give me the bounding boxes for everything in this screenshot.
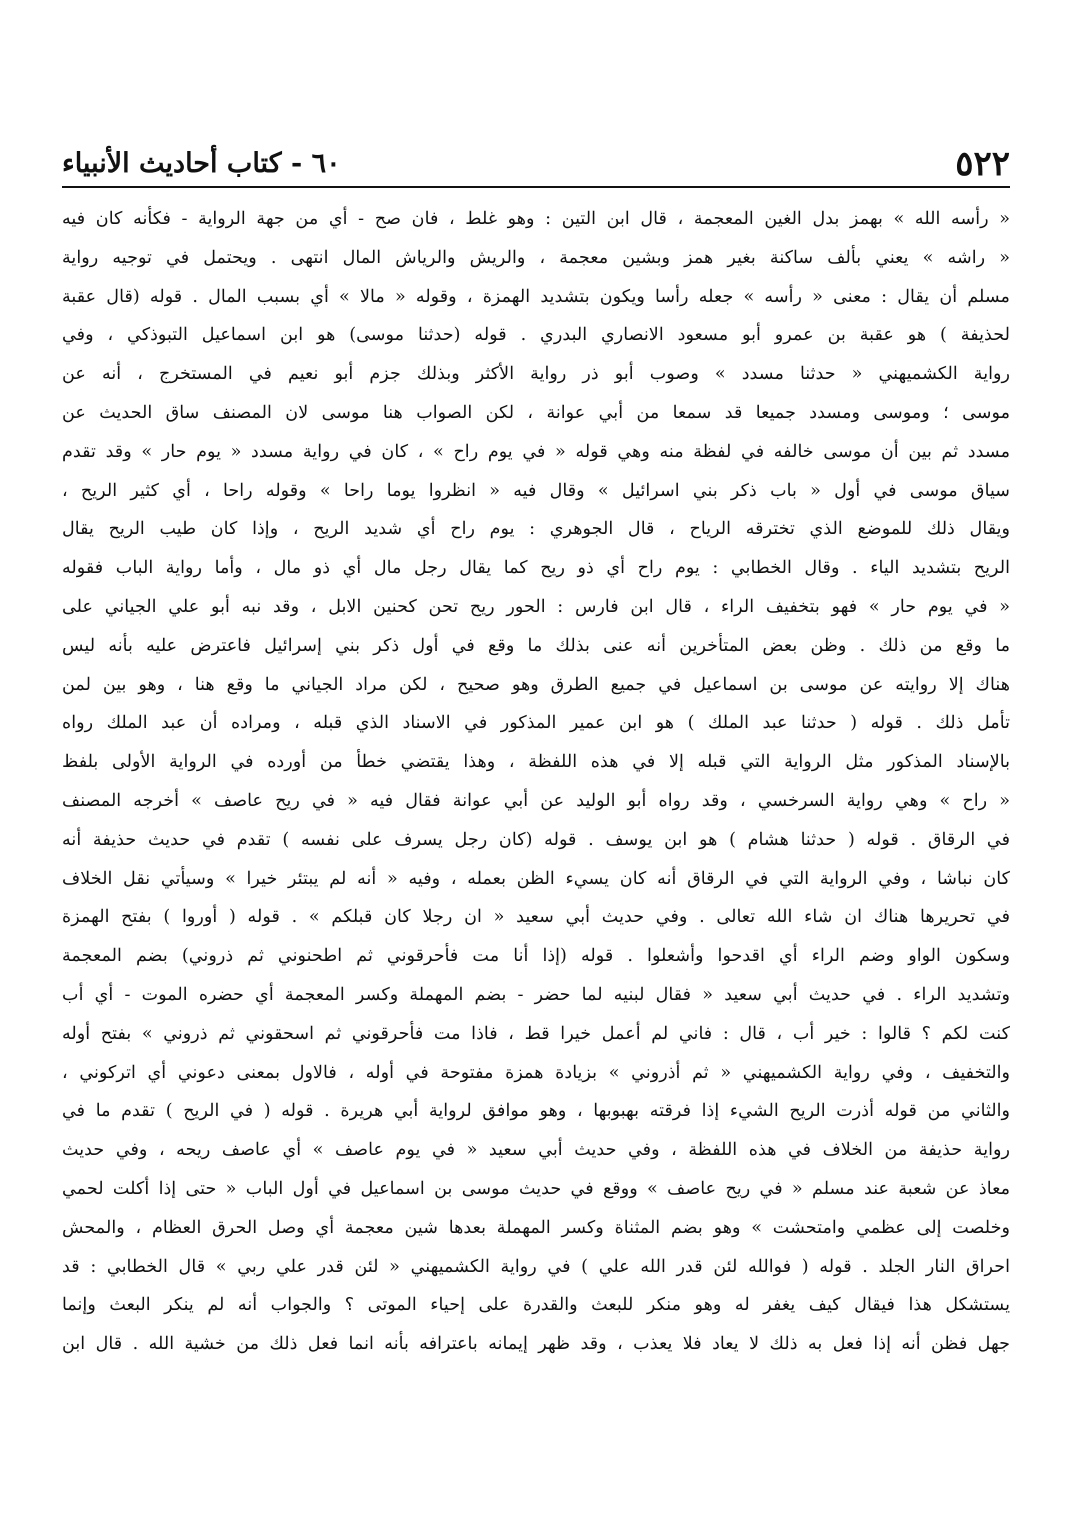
text-line: في الرقاق . قوله ( حدثنا هشام ) هو ابن يوسف . قوله (كان رجل يسرف على نفسه ) تقدم في حديث حذيفة أنه <box>62 829 1010 850</box>
commentary-text <box>62 200 1010 1364</box>
text-line: مسدد ثم بين أن موسى خالفه في لفظة منه وهي قوله « في يوم راح » ، كان في رواية مسدد « يوم حار » وقد تقدم <box>62 441 1010 462</box>
page-header <box>62 138 1010 184</box>
text-line: وخلصت إلى عظمي وامتحشت » وهو بضم المثناة وكسر المهملة بعدها شين معجمة أي وصل الحرق العظام ، والمحش <box>62 1217 1010 1238</box>
text-line: رواية حذيفة من الخلاف في هذه اللفظة ، وفي حديث أبي سعيد « في يوم عاصف » أي عاصف ريحه ، وفي حديث <box>62 1140 1010 1161</box>
text-line: لحذيفة ) هو عقبة بن عمرو أبو مسعود الانصاري البدري . قوله (حدثنا موسى) هو ابن اسماعيل التبوذكي ، وفي <box>62 325 1010 346</box>
text-line: موسى ؛ وموسى ومسدد جميعا قد سمعا من أبي عوانة ، لكن الصواب هنا موسى لان المصنف ساق الحديث عن <box>62 402 1010 423</box>
text-line: كان نباشا ، وفي الرواية التي في الرقاق أنه كان يسيء الظن بعمله ، وفيه « أنه لم يبتئر خيرا » وسيأتي نقل الخلاف <box>62 868 1010 889</box>
text-line: وتشديد الراء . في حديث أبي سعيد « فقال لبنيه لما حضر - بضم المهملة وكسر المعجمة أي حضره الموت - أي أب <box>62 984 1010 1005</box>
text-line: وسكون الواو وضم الراء أي اقدحوا وأشعلوا . قوله (إذا أنا مت فأحرقوني ثم اطحنوني ثم ذروني) بضم المعجمة <box>62 946 1010 967</box>
text-line: رواية الكشميهني « حدثنا مسدد » وصوب أبو ذر رواية الأكثر وبذلك جزم أبو نعيم في المستخرج ، أنه عن <box>62 364 1010 385</box>
text-line: « رأسه الله » بهمز بدل الغين المعجمة ، قال ابن التين : وهو غلط ، فان صح - أي من جهة الرواية - فكأنه كان فيه <box>62 209 1010 229</box>
text-line: يستشكل هذا فيقال كيف يغفر له وهو منكر للبعث والقدرة على إحياء الموتى ؟ والجواب أنه لم ينكر البعث وإنما <box>62 1295 1010 1316</box>
text-line: سياق موسى في أول « باب ذكر بني اسرائيل » وقال فيه « انظروا يوما راحا » وقوله راحا ، أي كثير الريح ، <box>62 480 1010 501</box>
text-line: تأمل ذلك . قوله ( حدثنا عبد الملك ) هو ابن عمير المذكور في الاسناد الذي قبله ، ومراده أن عبد الملك رواه <box>62 713 1010 734</box>
header-rule <box>62 186 1010 188</box>
text-line: والتخفيف ، وفي رواية الكشميهني « ثم أذروني » بزيادة همزة مفتوحة في أوله ، فالاول بمعنى دعوني أي اتركوني ، <box>62 1062 1010 1083</box>
text-line: ما وقع من ذلك . وظن بعض المتأخرين أنه عنى بذلك ما وقع في أول ذكر بني إسرائيل فاعترض عليه بأنه ليس <box>62 635 1010 656</box>
text-line: في تحريرها هناك ان شاء الله تعالى . وفي حديث أبي سعيد « ان رجلا كان قبلكم » . قوله ( أوروا ) بفتح الهمزة <box>62 907 1010 928</box>
page-number: ٥٢٢ <box>955 144 1010 184</box>
text-line: جهل فظن أنه إذا فعل به ذلك لا يعاد فلا يعذب ، وقد ظهر إيمانه باعترافه بأنه انما فعل ذلك من خشية الله . قال ابن <box>62 1334 1010 1355</box>
text-line: والثاني من قوله أذرت الريح الشيء إذا فرقته بهبوبها ، وهو موافق لرواية أبي هريرة . قوله ( في الريح ) تقدم ما في <box>62 1101 1010 1122</box>
text-line: « راشه » يعني بألف ساكنة بغير همز وبشين معجمة ، والريش والرياش المال انتهى . ويحتمل في توجيه رواية <box>62 247 1010 268</box>
text-line: « في يوم حار » فهو بتخفيف الراء ، قال ابن فارس : الحور ريح تحن كحنين الابل ، وقد نبه أبو علي الجياني على <box>62 596 1010 617</box>
text-line: مسلم أن يقال : معنى « رأسه » جعله رأسا ويكون بتشديد الهمزة ، وقوله « مالا » أي بسبب المال . قوله (قال عقبة <box>62 286 1010 307</box>
text-line: احراق النار الجلد . قوله ( فوالله لئن قدر الله علي ) في رواية الكشميهني « لئن قدر علي ربي » قال الخطابي : قد <box>62 1256 1010 1277</box>
text-line: بالإسناد المذكور مثل الرواية التي قبله إلا في هذه اللفظة ، وهذا يقتضي خطأ من أورده في الرواية الأولى بلفظ <box>62 752 1010 773</box>
text-line: هناك إلا روايته عن موسى بن اسماعيل في جميع الطرق وهو صحيح ، لكن مراد الجياني ما وقع هنا ، وهو بين لمن <box>62 674 1010 695</box>
text-line: ويقال ذلك للموضع الذي تخترقه الرياح ، قال الجوهري : يوم راح أي شديد الريح ، وإذا كان طيب الريح يقال <box>62 519 1010 540</box>
running-title: ٦٠ - كتاب أحاديث الأنبياء <box>62 148 341 179</box>
text-line: كنت لكم ؟ قالوا : خير أب ، قال : فاني لم أعمل خيرا قط ، فاذا مت فأحرقوني ثم اسحقوني ثم ذروني » بفتح أوله <box>62 1023 1010 1044</box>
text-line: معاذ عن شعبة عند مسلم « في ريح عاصف » ووقع في حديث موسى بن اسماعيل في أول الباب « حتى إذا أكلت لحمي <box>62 1178 1010 1199</box>
text-line: « راح » وهي رواية السرخسي ، وقد رواه أبو الوليد عن أبي عوانة فقال فيه « في ريح عاصف » أخرجه المصنف <box>62 790 1010 811</box>
text-line: الريح بتشديد الياء . وقال الخطابي : يوم راح أي ذو ريح كما يقال رجل مال أي ذو مال ، وأما رواية الباب فقوله <box>62 558 1010 579</box>
